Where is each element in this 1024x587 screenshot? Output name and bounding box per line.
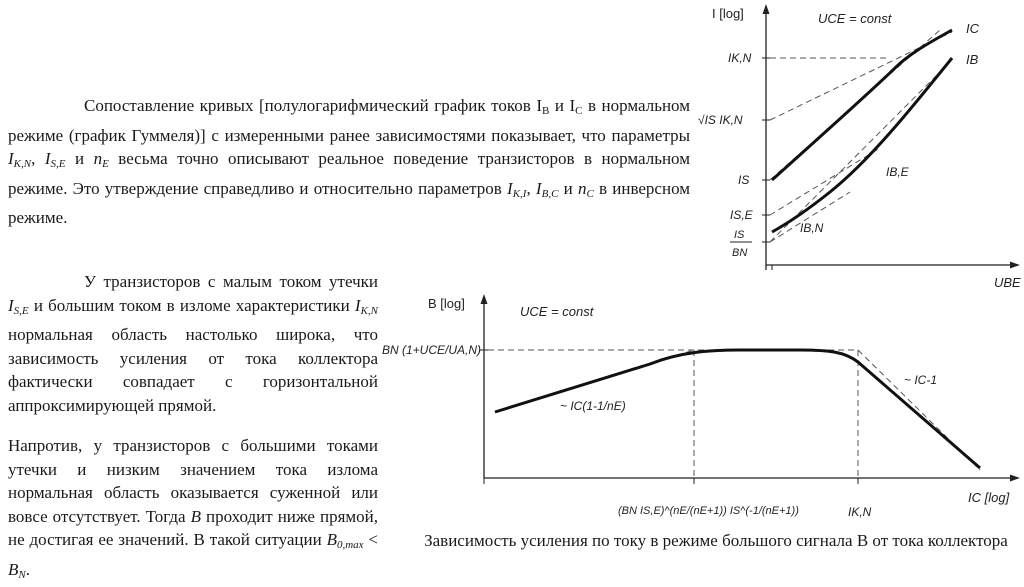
- gain-x-tick-right-label: IK,N: [848, 505, 872, 519]
- gummel-plot: [690, 0, 1024, 295]
- gummel-y-arrow: [763, 4, 770, 14]
- gummel-curve-ic-label: IC: [966, 21, 979, 36]
- gummel-ikn-label: IK,N: [728, 51, 752, 65]
- gummel-is-bn-numerator: IS: [734, 229, 745, 241]
- gain-plot: [380, 290, 1024, 530]
- gummel-const-label: UCE = const: [818, 11, 892, 26]
- gain-x-tick-left-label: (BN IS,E)^(nE/(nE+1)) IS^(-1/(nE+1)): [618, 505, 799, 517]
- gain-const-label: UCE = const: [520, 304, 594, 319]
- gummel-is-label: IS: [738, 173, 750, 187]
- gummel-sqrt-label: √IS IK,N: [698, 113, 743, 127]
- gummel-asymptotes: [770, 30, 952, 242]
- paragraph-high-leakage: Напротив, у транзисторов с большими токами утечки и низким значением тока излома нормальная область оказывается суженной или вовсе отсутствует. Тогда B проходит ниже прямой, не достигая ее значений. В такой ситуации $B_{0,max} < B_N$.: [8, 436, 378, 581]
- gummel-ibn-label: IB,N: [800, 221, 824, 235]
- gain-x-arrow: [1010, 475, 1020, 482]
- gain-y-arrow: [481, 294, 488, 304]
- gummel-ib-curve: [772, 58, 952, 232]
- gummel-ise-label: IS,E: [730, 208, 753, 222]
- gain-dashed-lines: [488, 350, 980, 478]
- gummel-x-axis-label: UBE: [994, 275, 1021, 290]
- gain-slope-right-label: ~ IC-1: [904, 373, 938, 387]
- gummel-ibe-label: IB,E: [886, 165, 909, 179]
- paragraph-low-leakage: У транзисторов с малым током утечки $I_{S,E}$ и большим током в изломе характеристики $I_{K,N}$ нормальная область настолько широка, что зависимость усиления от тока коллектора фактически совпадает с горизонтальной аппроксимирующей прямой.: [8, 272, 378, 415]
- gummel-is-bn-denominator: BN: [732, 247, 748, 259]
- gain-y-value-label: BN (1+UCE/UA,N): [382, 343, 482, 357]
- gain-y-axis-label: B [log]: [428, 296, 465, 311]
- paragraph-gummel-comparison: Сопоставление кривых [полулогарифмический график токов IB и IC в нормальном режиме (график Гуммеля)] с измеренными ранее зависимостями показывает, что параметры $I_{K,N}$, $I_{S,E}$ и $n_E$ весьма точно описывают реальное поведение транзисторов в нормальном режиме. Это утверждение справедливо и относительно параметров $I_{K,I}$, $I_{B,C}$ и $n_C$ в инверсном режиме.: [8, 96, 691, 227]
- gummel-y-axis-label: I [log]: [712, 6, 744, 21]
- gain-slope-left-label: ~ IC(1-1/nE): [560, 399, 626, 413]
- gain-x-axis-label: IC [log]: [968, 490, 1010, 505]
- gummel-x-arrow: [1010, 262, 1020, 269]
- gummel-ic-curve: [772, 30, 952, 180]
- gain-plot-caption: Зависимость усиления по току в режиме большого сигнала B от тока коллектора: [424, 531, 1008, 550]
- gummel-curve-ib-label: IB: [966, 52, 979, 67]
